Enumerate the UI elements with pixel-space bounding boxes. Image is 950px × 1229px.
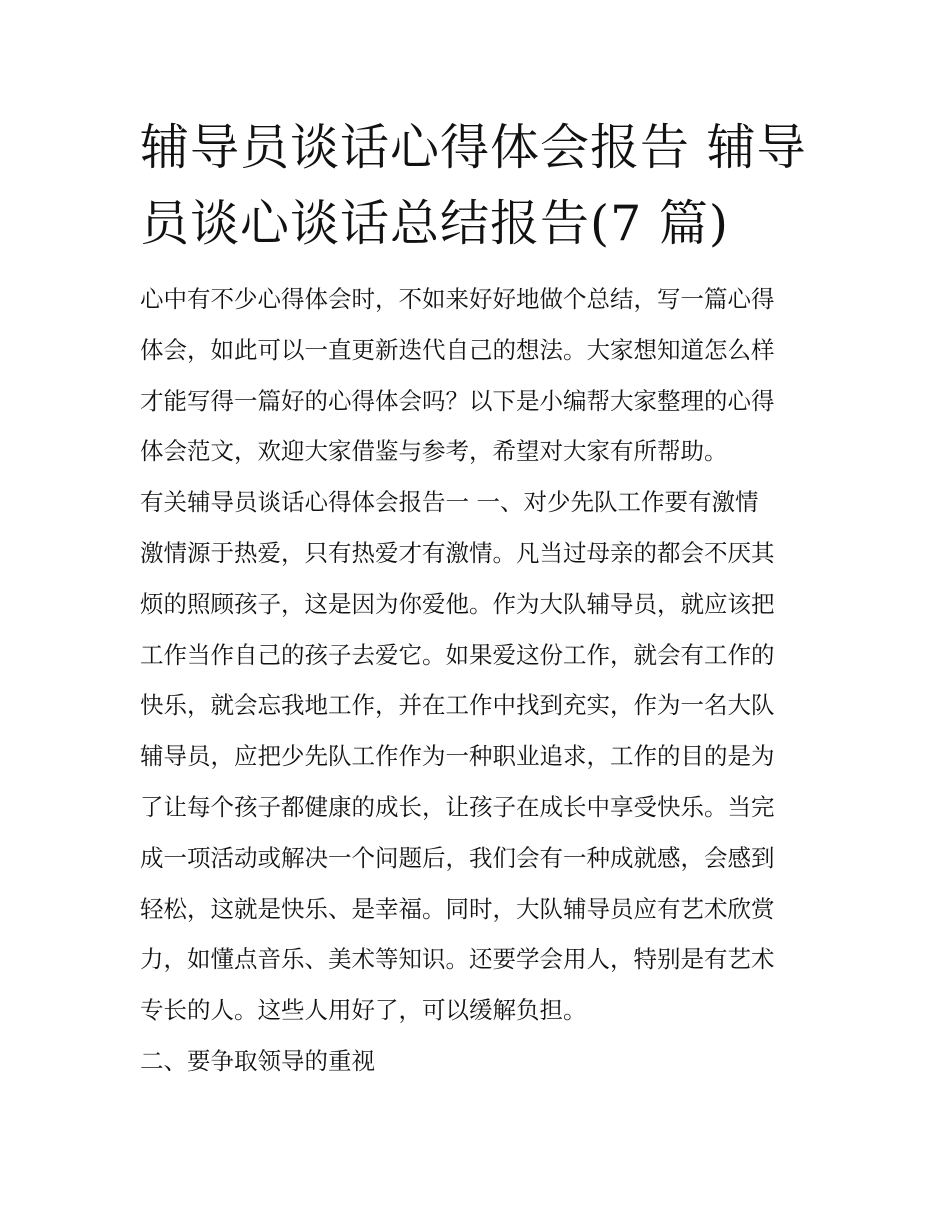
text-line: 有关辅导员谈话心得体会报告一 一、对少先队工作要有激情 (140, 488, 759, 517)
document-title (140, 110, 812, 262)
text-line: 轻松，这就是快乐、是幸福。同时，大队辅导员应有艺术欣赏 (140, 894, 775, 923)
text-line: 激情源于热爱，只有热爱才有激情。凡当过母亲的都会不厌其 (140, 538, 775, 567)
text-line: 心中有不少心得体会时，不如来好好地做个总结，写一篇心得 (140, 285, 775, 313)
title-line: 员谈心谈话总结报告(7 篇) (140, 195, 729, 252)
text-line: 工作当作自己的孩子去爱它。如果爱这份工作，就会有工作的 (140, 640, 775, 669)
text-line: 体会，如此可以一直更新迭代自己的想法。大家想知道怎么样 (140, 335, 775, 364)
text-line: 快乐，就会忘我地工作，并在工作中找到充实，作为一名大队 (140, 691, 775, 720)
text-line: 烦的照顾孩子，这是因为你爱他。作为大队辅导员，就应该把 (140, 589, 775, 618)
text-line: 才能写得一篇好的心得体会吗？以下是小编帮大家整理的心得 (140, 386, 775, 415)
section-one-paragraph (140, 477, 812, 1036)
document-page (140, 110, 812, 1087)
text-line: 成一项活动或解决一个问题后，我们会有一种成就感，会感到 (140, 843, 775, 872)
text-line: 二、要争取领导的重视 (140, 1046, 375, 1075)
intro-paragraph (140, 274, 812, 477)
text-line: 专长的人。这些人用好了，可以缓解负担。 (140, 996, 587, 1025)
text-line: 力，如懂点音乐、美术等知识。还要学会用人，特别是有艺术 (140, 945, 775, 974)
text-line: 了让每个孩子都健康的成长，让孩子在成长中享受快乐。当完 (140, 792, 775, 821)
text-line: 体会范文，欢迎大家借鉴与参考，希望对大家有所帮助。 (140, 437, 728, 466)
title-line: 辅导员谈话心得体会报告 辅导 (140, 119, 807, 176)
text-line: 辅导员，应把少先队工作作为一种职业追求，工作的目的是为 (140, 742, 775, 771)
section-two-heading (140, 1036, 812, 1087)
